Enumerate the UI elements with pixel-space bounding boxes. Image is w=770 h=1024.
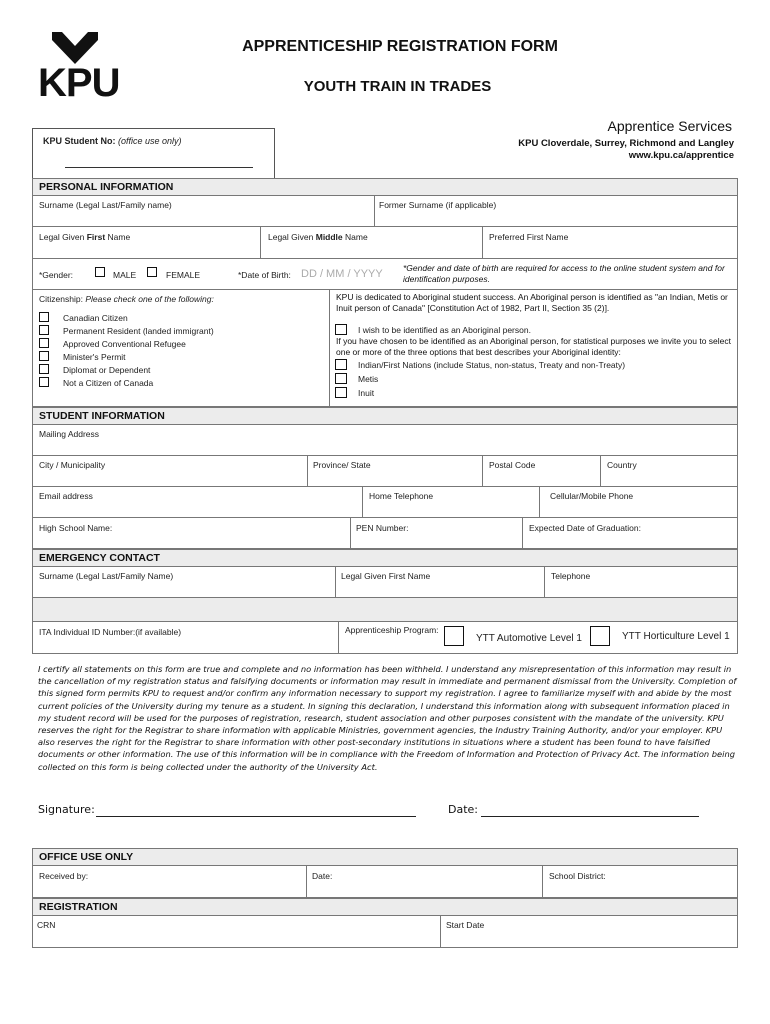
dob-label: *Date of Birth: bbox=[238, 270, 291, 280]
department-name: Apprentice Services bbox=[607, 118, 732, 134]
given-middle-label-b: Middle bbox=[315, 232, 343, 242]
citizenship-option-label: Canadian Citizen bbox=[63, 313, 128, 323]
female-checkbox[interactable] bbox=[147, 267, 157, 277]
gender-label: *Gender: bbox=[39, 270, 74, 280]
mailing-address-field[interactable]: Mailing Address bbox=[39, 429, 100, 439]
emergency-spacer-row bbox=[32, 598, 738, 622]
start-date-field[interactable]: Start Date bbox=[446, 920, 485, 930]
school-district-field[interactable]: School District: bbox=[549, 871, 606, 881]
given-middle-field[interactable] bbox=[268, 232, 368, 242]
email-field[interactable]: Email address bbox=[39, 491, 93, 501]
registration-heading bbox=[32, 898, 738, 916]
citizenship-option-label: Approved Conventional Refugee bbox=[63, 339, 186, 349]
kpu-logo-text: KPU bbox=[38, 61, 120, 105]
former-surname-field[interactable]: Former Surname (if applicable) bbox=[379, 200, 497, 210]
department-url: www.kpu.ca/apprentice bbox=[628, 150, 734, 161]
received-by-field[interactable]: Received by: bbox=[39, 871, 89, 881]
city-field[interactable]: City / Municipality bbox=[39, 460, 106, 470]
graduation-date-field[interactable]: Expected Date of Graduation: bbox=[529, 523, 641, 533]
student-row-4 bbox=[32, 518, 738, 549]
citizenship-option-label: Minister's Permit bbox=[63, 352, 126, 362]
student-number-note: (office use only) bbox=[118, 136, 182, 146]
high-school-field[interactable]: High School Name: bbox=[39, 523, 113, 533]
gender-dob-note: *Gender and date of birth are required for access to the online student system and for identification purposes. bbox=[403, 263, 725, 284]
emergency-phone-field[interactable]: Telephone bbox=[551, 571, 591, 581]
aboriginal-option-label: Metis bbox=[358, 374, 379, 384]
male-label: MALE bbox=[113, 270, 137, 280]
registration-row bbox=[32, 916, 738, 948]
campus-list: KPU Cloverdale, Surrey, Richmond and Langley bbox=[518, 138, 734, 149]
certification-statement: I certify all statements on this form are true and complete and no information has been withheld. I understand any misrepresentation of this information may result in the cancellation of my registration status and falsifying documents or information may result in immediate and permanent dismissal from the University. Completion of this signed form permits KPU to request and/or confirm any information necessary to support my registration. I agree to familiarize myself with and abide by the most current policies of the University during my tenure as a student. In signing this declaration, I understand this information along with subsequent information placed in my student record will be used for the purposes of registration, research, student association and other purposes consistent with the mandate of the university. KPU reserves the right for the Registrar to share information with applicable Ministries, government agencies, the Industry Training Authority, and/or your employer. KPU also reserves the right for the Registrar to share information with other post-secondary institutions in situations where a student has been found to have falsified documents or other information. The use of this information will be in compliance with the Freedom of Information and Protection of Privacy Act. The information being collected on this form is being collected under the authority of the University Act. bbox=[38, 664, 737, 772]
signature-label: Signature: bbox=[38, 803, 95, 816]
aboriginal-option-label: Indian/First Nations (include Status, non-status, Treaty and non-Treaty) bbox=[358, 360, 626, 370]
automotive-checkbox[interactable] bbox=[444, 626, 464, 646]
horticulture-checkbox[interactable] bbox=[590, 626, 610, 646]
form-title: APPRENTICESHIP REGISTRATION FORM bbox=[242, 38, 558, 55]
citizenship-option-label: Diplomat or Dependent bbox=[63, 365, 151, 375]
aboriginal-option[interactable] bbox=[335, 387, 715, 399]
automotive-label: YTT Automotive Level 1 bbox=[476, 633, 582, 644]
aboriginal-intro: KPU is dedicated to Aboriginal student success. An Aboriginal person is identified as "an Indian, Metis or Inuit person of Canada" [Constitution Act of 1982, Part II, Section 35 (2)]. bbox=[336, 292, 728, 313]
student-row-2 bbox=[32, 456, 738, 487]
aboriginal-checkbox[interactable] bbox=[335, 324, 347, 335]
student-number-field[interactable] bbox=[65, 167, 253, 168]
crn-field[interactable]: CRN bbox=[37, 920, 56, 930]
ita-id-field[interactable]: ITA Individual ID Number:(if available) bbox=[39, 627, 182, 637]
aboriginal-option-label: Inuit bbox=[358, 388, 375, 398]
given-first-label-b: First bbox=[86, 232, 106, 242]
given-first-label-a: Legal Given bbox=[39, 232, 87, 242]
date-label: Date: bbox=[448, 803, 478, 816]
surname-field[interactable]: Surname (Legal Last/Family name) bbox=[39, 200, 172, 210]
citizenship-label-text: Citizenship: bbox=[39, 294, 86, 304]
student-number-box bbox=[32, 128, 275, 178]
dob-input[interactable]: DD / MM / YYYY bbox=[301, 268, 383, 280]
personal-row-2 bbox=[32, 227, 738, 259]
preferred-first-field[interactable]: Preferred First Name bbox=[489, 232, 569, 242]
country-field[interactable]: Country bbox=[607, 460, 637, 470]
personal-info-heading bbox=[32, 178, 738, 196]
aboriginal-wish-label: I wish to be identified as an Aboriginal person. bbox=[358, 325, 531, 335]
pen-number-field[interactable]: PEN Number: bbox=[356, 523, 409, 533]
given-middle-label-a: Legal Given bbox=[268, 232, 316, 242]
aboriginal-stats-note: If you have chosen to be identified as an Aboriginal person, for statistical purposes we invite you to select one or more of the three options that best describes your Aboriginal identity: bbox=[336, 336, 732, 357]
office-use-heading-text: OFFICE USE ONLY bbox=[39, 851, 134, 863]
personal-row-3 bbox=[32, 259, 738, 290]
given-first-label-c: Name bbox=[105, 232, 131, 242]
male-checkbox[interactable] bbox=[95, 267, 105, 277]
signature-line[interactable] bbox=[96, 816, 416, 817]
given-first-field[interactable] bbox=[39, 232, 130, 242]
office-date-field[interactable]: Date: bbox=[312, 871, 333, 881]
registration-heading-text: REGISTRATION bbox=[39, 901, 118, 913]
student-number-label: KPU Student No: bbox=[43, 136, 116, 146]
emergency-row-1 bbox=[32, 567, 738, 598]
emergency-contact-heading bbox=[32, 549, 738, 567]
emergency-row-2 bbox=[32, 622, 738, 654]
emergency-contact-heading-text: EMERGENCY CONTACT bbox=[39, 552, 160, 564]
office-use-heading bbox=[32, 848, 738, 866]
emergency-surname-field[interactable]: Surname (Legal Last/Family Name) bbox=[39, 571, 174, 581]
aboriginal-option[interactable] bbox=[335, 373, 715, 385]
program-label: Apprenticeship Program: bbox=[345, 625, 439, 635]
citizenship-option-label: Permanent Resident (landed immigrant) bbox=[63, 326, 214, 336]
personal-info-heading-text: PERSONAL INFORMATION bbox=[39, 181, 174, 193]
personal-row-1 bbox=[32, 196, 738, 227]
home-phone-field[interactable]: Home Telephone bbox=[369, 491, 434, 501]
horticulture-label: YTT Horticulture Level 1 bbox=[622, 631, 730, 642]
aboriginal-option[interactable] bbox=[335, 359, 715, 371]
student-info-heading-text: STUDENT INFORMATION bbox=[39, 410, 165, 422]
date-line[interactable] bbox=[481, 816, 699, 817]
office-row bbox=[32, 866, 738, 898]
female-label: FEMALE bbox=[166, 270, 201, 280]
citizenship-option-label: Not a Citizen of Canada bbox=[63, 378, 154, 388]
citizenship-label bbox=[39, 294, 214, 304]
citizenship-prompt: Please check one of the following: bbox=[85, 294, 214, 304]
cell-phone-field[interactable]: Cellular/Mobile Phone bbox=[550, 491, 634, 501]
form-subtitle: YOUTH TRAIN IN TRADES bbox=[303, 78, 492, 95]
province-field[interactable]: Province/ State bbox=[313, 460, 371, 470]
citizenship-aboriginal-row bbox=[32, 290, 738, 407]
student-row-3 bbox=[32, 487, 738, 518]
student-row-1 bbox=[32, 425, 738, 456]
emergency-given-field[interactable]: Legal Given First Name bbox=[341, 571, 431, 581]
given-middle-label-c: Name bbox=[342, 232, 368, 242]
student-info-heading bbox=[32, 407, 738, 425]
postal-code-field[interactable]: Postal Code bbox=[489, 460, 536, 470]
